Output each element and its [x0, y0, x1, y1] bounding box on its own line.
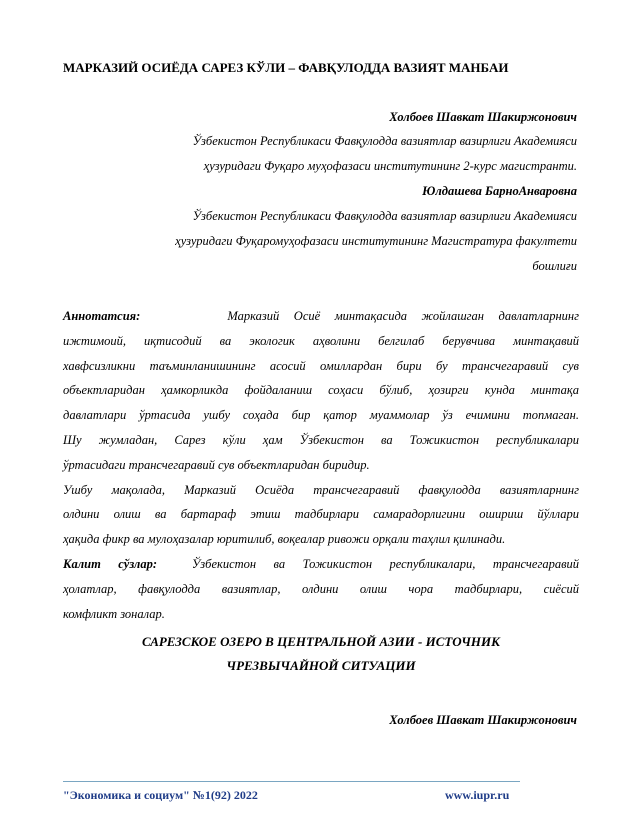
abstract-line: ижтимоий, иқтисодий ва экологик аҳволини белгилаб берувчива минтақавий — [63, 333, 579, 348]
abstract — [63, 304, 579, 626]
author1-affiliation-line2: ҳузуридаги Фуқаро муҳофазаси институтининг 2-курс магистранти. — [203, 159, 577, 173]
abstract-line — [63, 304, 579, 329]
author2-affiliation-line2: ҳузуридаги Фуқаромуҳофазаси институтининг Магистратура факултети — [175, 234, 577, 248]
abstract-line: Шу жумладан, Сарез кўли ҳам Ўзбекистон ва Тожикистон республикалари — [63, 432, 579, 447]
abstract-line: ҳақида фикр ва мулоҳазалар юритилиб, воқеалар ривожи орқали таҳлил қилинади. — [63, 532, 506, 547]
abstract-text: Марказий Осиё минтақасида жойлашган давлатларнинг — [227, 309, 580, 323]
abstract-label: Аннотатсия: — [63, 309, 141, 323]
abstract-line: Ушбу мақолада, Марказий Осиёда трансчегаравий фавқулодда вазиятларнинг — [63, 482, 579, 497]
russian-title-line2: ЧРЕЗВЫЧАЙНОЙ СИТУАЦИИ — [226, 658, 416, 673]
footer-url[interactable]: www.iupr.ru — [445, 788, 510, 802]
author2-affiliation-line1: Ўзбекистон Республикаси Фавқулодда вазиятлар вазирлиги Академияси — [192, 209, 577, 223]
author1-name: Холбоев Шавкат Шакиржонович — [389, 110, 577, 124]
author1-affiliation-line1: Ўзбекистон Республикаси Фавқулодда вазиятлар вазирлиги Академияси — [192, 134, 577, 148]
keywords-label: Калит сўзлар: — [63, 556, 157, 571]
abstract-line: ўртасидаги трансчегаравий сув объектларидан биридир. — [63, 457, 370, 472]
keywords-text: Ўзбекистон ва Тожикистон республикалари, трансчегаравий — [191, 556, 579, 571]
keywords-line: ҳолатлар, фавқулодда вазиятлар, олдини олиш чора тадбирлари, сиёсий — [63, 581, 579, 596]
footer-divider — [63, 781, 520, 782]
russian-title-line1: САРЕЗСКОЕ ОЗЕРО В ЦЕНТРАЛЬНОЙ АЗИИ - ИСТОЧНИК — [142, 634, 500, 649]
keywords-line: комфликт зоналар. — [63, 606, 165, 621]
abstract-line: олдини олиш ва бартараф этиш тадбирлари самарадорлигини ошириш йўллари — [63, 507, 579, 522]
russian-title — [63, 630, 579, 678]
russian-author-name: Холбоев Шавкат Шакиржонович — [389, 713, 577, 727]
author2-name: Юлдашева БарноАнваровна — [422, 184, 577, 198]
footer-journal: "Экономика и социум" №1(92) 2022 — [63, 788, 258, 802]
abstract-line: давлатлари ўртасида ушбу соҳада бир қатор муаммолар ўз ечимини топмаган. — [63, 408, 579, 423]
abstract-line: хавфсизликни таъминланишининг асосий омиллардан бири бу трансчегаравий сув — [63, 358, 579, 373]
author2-affiliation-line3: бошлиғи — [532, 259, 577, 273]
abstract-line: объектларидан ҳамкорликда фойдаланиш соҳаси бўлиб, ҳозирги кунда минтақа — [63, 383, 579, 398]
article-title: МАРКАЗИЙ ОСИЁДА САРЕЗ КЎЛИ – ФАВҚУЛОДДА ВАЗИЯТ МАНБАИ — [63, 60, 509, 75]
keywords-line — [63, 552, 579, 577]
